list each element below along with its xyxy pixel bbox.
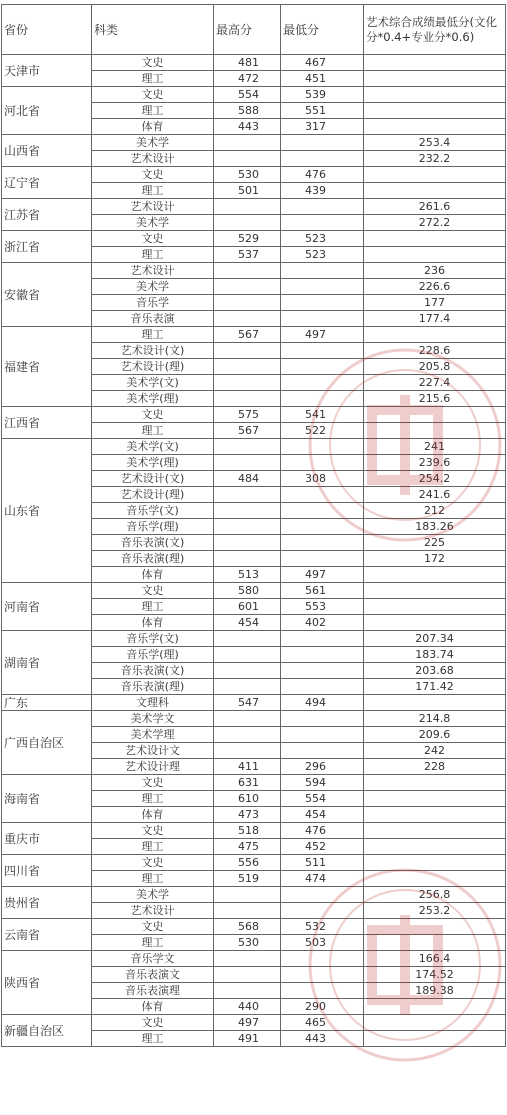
- max-score-cell: 568: [214, 919, 281, 935]
- category-cell: 音乐学(理): [92, 647, 214, 663]
- art-score-cell: [364, 935, 506, 951]
- table-row: [2, 695, 506, 711]
- art-score-cell: 171.42: [364, 679, 506, 695]
- min-score-cell: 451: [281, 71, 364, 87]
- min-score-cell: [281, 647, 364, 663]
- table-row: [2, 855, 506, 871]
- min-score-cell: 594: [281, 775, 364, 791]
- art-score-cell: [364, 247, 506, 263]
- art-score-cell: 166.4: [364, 951, 506, 967]
- category-cell: 文史: [92, 775, 214, 791]
- max-score-cell: 529: [214, 231, 281, 247]
- max-score-cell: 473: [214, 807, 281, 823]
- category-cell: 理工: [92, 871, 214, 887]
- min-score-cell: [281, 951, 364, 967]
- min-score-cell: 497: [281, 567, 364, 583]
- max-score-cell: [214, 967, 281, 983]
- table-row: [2, 583, 506, 599]
- art-score-cell: [364, 55, 506, 71]
- max-score-cell: 513: [214, 567, 281, 583]
- min-score-cell: [281, 519, 364, 535]
- max-score-cell: 497: [214, 1015, 281, 1031]
- max-score-cell: [214, 903, 281, 919]
- max-score-cell: [214, 279, 281, 295]
- min-score-cell: [281, 727, 364, 743]
- art-score-cell: [364, 119, 506, 135]
- province-cell: 重庆市: [2, 823, 92, 855]
- min-score-cell: 539: [281, 87, 364, 103]
- category-cell: 美术学(理): [92, 391, 214, 407]
- min-score-cell: [281, 743, 364, 759]
- art-score-cell: [364, 599, 506, 615]
- province-cell: 四川省: [2, 855, 92, 887]
- max-score-cell: 588: [214, 103, 281, 119]
- category-cell: 音乐表演(文): [92, 535, 214, 551]
- category-cell: 文史: [92, 919, 214, 935]
- max-score-cell: 454: [214, 615, 281, 631]
- min-score-cell: 494: [281, 695, 364, 711]
- art-score-cell: 241: [364, 439, 506, 455]
- category-cell: 文史: [92, 55, 214, 71]
- category-cell: 艺术设计: [92, 199, 214, 215]
- max-score-cell: [214, 647, 281, 663]
- min-score-cell: 522: [281, 423, 364, 439]
- max-score-cell: [214, 455, 281, 471]
- art-score-cell: 172: [364, 551, 506, 567]
- min-score-cell: 296: [281, 759, 364, 775]
- table-row: [2, 711, 506, 727]
- art-score-cell: 183.26: [364, 519, 506, 535]
- min-score-cell: [281, 439, 364, 455]
- table-row: [2, 199, 506, 215]
- art-score-cell: 205.8: [364, 359, 506, 375]
- max-score-cell: [214, 135, 281, 151]
- art-score-cell: 207.34: [364, 631, 506, 647]
- min-score-cell: 452: [281, 839, 364, 855]
- category-cell: 文史: [92, 87, 214, 103]
- category-cell: 理工: [92, 327, 214, 343]
- art-score-cell: [364, 855, 506, 871]
- max-score-cell: [214, 551, 281, 567]
- art-score-cell: [364, 407, 506, 423]
- max-score-cell: [214, 359, 281, 375]
- category-cell: 理工: [92, 1031, 214, 1047]
- category-cell: 美术学(理): [92, 455, 214, 471]
- max-score-cell: 580: [214, 583, 281, 599]
- province-cell: 海南省: [2, 775, 92, 823]
- min-score-cell: 476: [281, 167, 364, 183]
- max-score-cell: [214, 343, 281, 359]
- category-cell: 音乐学: [92, 295, 214, 311]
- min-score-cell: 308: [281, 471, 364, 487]
- min-score-cell: 511: [281, 855, 364, 871]
- min-score-cell: [281, 455, 364, 471]
- art-score-cell: 236: [364, 263, 506, 279]
- category-cell: 理工: [92, 791, 214, 807]
- max-score-cell: [214, 743, 281, 759]
- art-score-cell: [364, 871, 506, 887]
- min-score-cell: 503: [281, 935, 364, 951]
- art-score-cell: [364, 615, 506, 631]
- category-cell: 音乐表演(理): [92, 551, 214, 567]
- category-cell: 艺术设计(理): [92, 359, 214, 375]
- category-cell: 美术学: [92, 215, 214, 231]
- category-cell: 文史: [92, 407, 214, 423]
- min-score-cell: [281, 311, 364, 327]
- max-score-cell: [214, 711, 281, 727]
- table-row: [2, 919, 506, 935]
- category-cell: 体育: [92, 999, 214, 1015]
- art-score-cell: 239.6: [364, 455, 506, 471]
- max-score-cell: 554: [214, 87, 281, 103]
- category-cell: 音乐学(理): [92, 519, 214, 535]
- max-score-cell: 575: [214, 407, 281, 423]
- province-cell: 江西省: [2, 407, 92, 439]
- art-score-cell: [364, 775, 506, 791]
- category-cell: 理工: [92, 935, 214, 951]
- min-score-cell: [281, 487, 364, 503]
- category-cell: 音乐表演理: [92, 983, 214, 999]
- max-score-cell: 610: [214, 791, 281, 807]
- min-score-cell: [281, 903, 364, 919]
- art-score-cell: [364, 71, 506, 87]
- category-cell: 文史: [92, 231, 214, 247]
- min-score-cell: [281, 391, 364, 407]
- art-score-cell: [364, 231, 506, 247]
- max-score-cell: 567: [214, 423, 281, 439]
- art-score-cell: [364, 791, 506, 807]
- art-score-cell: [364, 839, 506, 855]
- max-score-cell: [214, 983, 281, 999]
- max-score-cell: 518: [214, 823, 281, 839]
- max-score-cell: [214, 391, 281, 407]
- art-score-cell: 183.74: [364, 647, 506, 663]
- art-score-cell: [364, 919, 506, 935]
- max-score-cell: [214, 631, 281, 647]
- category-cell: 文史: [92, 855, 214, 871]
- min-score-cell: 474: [281, 871, 364, 887]
- max-score-cell: [214, 503, 281, 519]
- table-row: [2, 1015, 506, 1031]
- table-row: [2, 439, 506, 455]
- min-score-cell: [281, 279, 364, 295]
- art-score-cell: 225: [364, 535, 506, 551]
- art-score-cell: 272.2: [364, 215, 506, 231]
- category-cell: 美术学(文): [92, 439, 214, 455]
- province-cell: 河北省: [2, 87, 92, 135]
- art-score-cell: 227.4: [364, 375, 506, 391]
- category-cell: 音乐表演(理): [92, 679, 214, 695]
- header-art-min-score: 艺术综合成绩最低分(文化分*0.4+专业分*0.6): [364, 5, 506, 55]
- table-row: [2, 631, 506, 647]
- table-row: [2, 263, 506, 279]
- category-cell: 文史: [92, 583, 214, 599]
- min-score-cell: 553: [281, 599, 364, 615]
- art-score-cell: 228: [364, 759, 506, 775]
- max-score-cell: [214, 951, 281, 967]
- min-score-cell: 465: [281, 1015, 364, 1031]
- max-score-cell: 601: [214, 599, 281, 615]
- province-cell: 江苏省: [2, 199, 92, 231]
- art-score-cell: [364, 583, 506, 599]
- min-score-cell: 402: [281, 615, 364, 631]
- category-cell: 艺术设计(文): [92, 471, 214, 487]
- province-cell: 山东省: [2, 439, 92, 583]
- art-score-cell: [364, 567, 506, 583]
- min-score-cell: [281, 215, 364, 231]
- category-cell: 文理科: [92, 695, 214, 711]
- header-max-score: 最高分: [214, 5, 281, 55]
- category-cell: 艺术设计(理): [92, 487, 214, 503]
- max-score-cell: [214, 663, 281, 679]
- art-score-cell: 215.6: [364, 391, 506, 407]
- header-province: 省份: [2, 5, 92, 55]
- max-score-cell: [214, 439, 281, 455]
- min-score-cell: 476: [281, 823, 364, 839]
- score-table: [1, 4, 506, 1047]
- category-cell: 美术学: [92, 279, 214, 295]
- art-score-cell: 203.68: [364, 663, 506, 679]
- table-row: [2, 231, 506, 247]
- min-score-cell: [281, 263, 364, 279]
- province-cell: 广东: [2, 695, 92, 711]
- min-score-cell: [281, 887, 364, 903]
- category-cell: 音乐表演文: [92, 967, 214, 983]
- art-score-cell: [364, 695, 506, 711]
- min-score-cell: [281, 151, 364, 167]
- max-score-cell: 537: [214, 247, 281, 263]
- min-score-cell: [281, 679, 364, 695]
- max-score-cell: [214, 679, 281, 695]
- table-row: [2, 55, 506, 71]
- max-score-cell: 530: [214, 167, 281, 183]
- min-score-cell: 443: [281, 1031, 364, 1047]
- province-cell: 贵州省: [2, 887, 92, 919]
- table-row: [2, 823, 506, 839]
- category-cell: 理工: [92, 839, 214, 855]
- province-cell: 福建省: [2, 327, 92, 407]
- art-score-cell: 242: [364, 743, 506, 759]
- max-score-cell: 481: [214, 55, 281, 71]
- min-score-cell: [281, 663, 364, 679]
- art-score-cell: 177: [364, 295, 506, 311]
- table-row: [2, 327, 506, 343]
- max-score-cell: 556: [214, 855, 281, 871]
- max-score-cell: 491: [214, 1031, 281, 1047]
- max-score-cell: [214, 487, 281, 503]
- max-score-cell: [214, 151, 281, 167]
- art-score-cell: 174.52: [364, 967, 506, 983]
- min-score-cell: [281, 359, 364, 375]
- min-score-cell: [281, 135, 364, 151]
- min-score-cell: 554: [281, 791, 364, 807]
- max-score-cell: 440: [214, 999, 281, 1015]
- province-cell: 山西省: [2, 135, 92, 167]
- max-score-cell: 411: [214, 759, 281, 775]
- category-cell: 理工: [92, 103, 214, 119]
- category-cell: 艺术设计: [92, 903, 214, 919]
- category-cell: 理工: [92, 599, 214, 615]
- min-score-cell: [281, 535, 364, 551]
- min-score-cell: 497: [281, 327, 364, 343]
- art-score-cell: 209.6: [364, 727, 506, 743]
- max-score-cell: 501: [214, 183, 281, 199]
- table-row: [2, 775, 506, 791]
- min-score-cell: 454: [281, 807, 364, 823]
- art-score-cell: 226.6: [364, 279, 506, 295]
- max-score-cell: [214, 295, 281, 311]
- category-cell: 美术学(文): [92, 375, 214, 391]
- art-score-cell: [364, 807, 506, 823]
- max-score-cell: [214, 519, 281, 535]
- category-cell: 音乐学(文): [92, 631, 214, 647]
- table-row: [2, 135, 506, 151]
- table-row: [2, 407, 506, 423]
- province-cell: 河南省: [2, 583, 92, 631]
- category-cell: 体育: [92, 119, 214, 135]
- max-score-cell: [214, 727, 281, 743]
- min-score-cell: 541: [281, 407, 364, 423]
- province-cell: 广西自治区: [2, 711, 92, 775]
- min-score-cell: 561: [281, 583, 364, 599]
- art-score-cell: [364, 167, 506, 183]
- art-score-cell: [364, 1015, 506, 1031]
- category-cell: 艺术设计理: [92, 759, 214, 775]
- min-score-cell: [281, 295, 364, 311]
- art-score-cell: 212: [364, 503, 506, 519]
- category-cell: 理工: [92, 183, 214, 199]
- category-cell: 体育: [92, 615, 214, 631]
- art-score-cell: [364, 327, 506, 343]
- category-cell: 音乐学文: [92, 951, 214, 967]
- max-score-cell: [214, 887, 281, 903]
- category-cell: 艺术设计: [92, 263, 214, 279]
- min-score-cell: [281, 343, 364, 359]
- min-score-cell: [281, 551, 364, 567]
- max-score-cell: 443: [214, 119, 281, 135]
- max-score-cell: [214, 535, 281, 551]
- art-score-cell: [364, 87, 506, 103]
- category-cell: 美术学文: [92, 711, 214, 727]
- min-score-cell: 290: [281, 999, 364, 1015]
- min-score-cell: [281, 983, 364, 999]
- art-score-cell: 241.6: [364, 487, 506, 503]
- category-cell: 艺术设计: [92, 151, 214, 167]
- min-score-cell: 523: [281, 247, 364, 263]
- max-score-cell: 472: [214, 71, 281, 87]
- province-cell: 湖南省: [2, 631, 92, 695]
- province-cell: 安徽省: [2, 263, 92, 327]
- category-cell: 理工: [92, 247, 214, 263]
- max-score-cell: 519: [214, 871, 281, 887]
- art-score-cell: 189.38: [364, 983, 506, 999]
- art-score-cell: 253.2: [364, 903, 506, 919]
- header-category: 科类: [92, 5, 214, 55]
- min-score-cell: 523: [281, 231, 364, 247]
- category-cell: 音乐表演(文): [92, 663, 214, 679]
- category-cell: 美术学理: [92, 727, 214, 743]
- art-score-cell: 254.2: [364, 471, 506, 487]
- category-cell: 艺术设计(文): [92, 343, 214, 359]
- art-score-cell: [364, 823, 506, 839]
- province-cell: 天津市: [2, 55, 92, 87]
- art-score-cell: 256.8: [364, 887, 506, 903]
- min-score-cell: [281, 503, 364, 519]
- header-min-score: 最低分: [281, 5, 364, 55]
- max-score-cell: [214, 311, 281, 327]
- category-cell: 音乐表演: [92, 311, 214, 327]
- table-row: [2, 887, 506, 903]
- min-score-cell: [281, 967, 364, 983]
- art-score-cell: 253.4: [364, 135, 506, 151]
- min-score-cell: [281, 199, 364, 215]
- max-score-cell: [214, 199, 281, 215]
- table-row: [2, 87, 506, 103]
- min-score-cell: 532: [281, 919, 364, 935]
- art-score-cell: 261.6: [364, 199, 506, 215]
- category-cell: 美术学: [92, 887, 214, 903]
- art-score-cell: 228.6: [364, 343, 506, 359]
- max-score-cell: 484: [214, 471, 281, 487]
- province-cell: 新疆自治区: [2, 1015, 92, 1047]
- table-row: [2, 167, 506, 183]
- category-cell: 艺术设计文: [92, 743, 214, 759]
- min-score-cell: 317: [281, 119, 364, 135]
- province-cell: 浙江省: [2, 231, 92, 263]
- max-score-cell: [214, 263, 281, 279]
- category-cell: 美术学: [92, 135, 214, 151]
- category-cell: 音乐学(文): [92, 503, 214, 519]
- max-score-cell: 631: [214, 775, 281, 791]
- province-cell: 辽宁省: [2, 167, 92, 199]
- category-cell: 文史: [92, 823, 214, 839]
- category-cell: 体育: [92, 567, 214, 583]
- max-score-cell: 530: [214, 935, 281, 951]
- table-row: [2, 951, 506, 967]
- max-score-cell: 567: [214, 327, 281, 343]
- art-score-cell: [364, 103, 506, 119]
- min-score-cell: [281, 711, 364, 727]
- art-score-cell: [364, 183, 506, 199]
- art-score-cell: 214.8: [364, 711, 506, 727]
- category-cell: 文史: [92, 1015, 214, 1031]
- max-score-cell: [214, 215, 281, 231]
- category-cell: 理工: [92, 423, 214, 439]
- category-cell: 体育: [92, 807, 214, 823]
- min-score-cell: [281, 375, 364, 391]
- art-score-cell: 232.2: [364, 151, 506, 167]
- min-score-cell: [281, 631, 364, 647]
- art-score-cell: [364, 999, 506, 1015]
- header-row: [2, 5, 506, 55]
- category-cell: 文史: [92, 167, 214, 183]
- category-cell: 理工: [92, 71, 214, 87]
- max-score-cell: 547: [214, 695, 281, 711]
- min-score-cell: 439: [281, 183, 364, 199]
- art-score-cell: 177.4: [364, 311, 506, 327]
- min-score-cell: 551: [281, 103, 364, 119]
- max-score-cell: [214, 375, 281, 391]
- province-cell: 陕西省: [2, 951, 92, 1015]
- max-score-cell: 475: [214, 839, 281, 855]
- art-score-cell: [364, 423, 506, 439]
- art-score-cell: [364, 1031, 506, 1047]
- table-body: [2, 55, 506, 1047]
- min-score-cell: 467: [281, 55, 364, 71]
- province-cell: 云南省: [2, 919, 92, 951]
